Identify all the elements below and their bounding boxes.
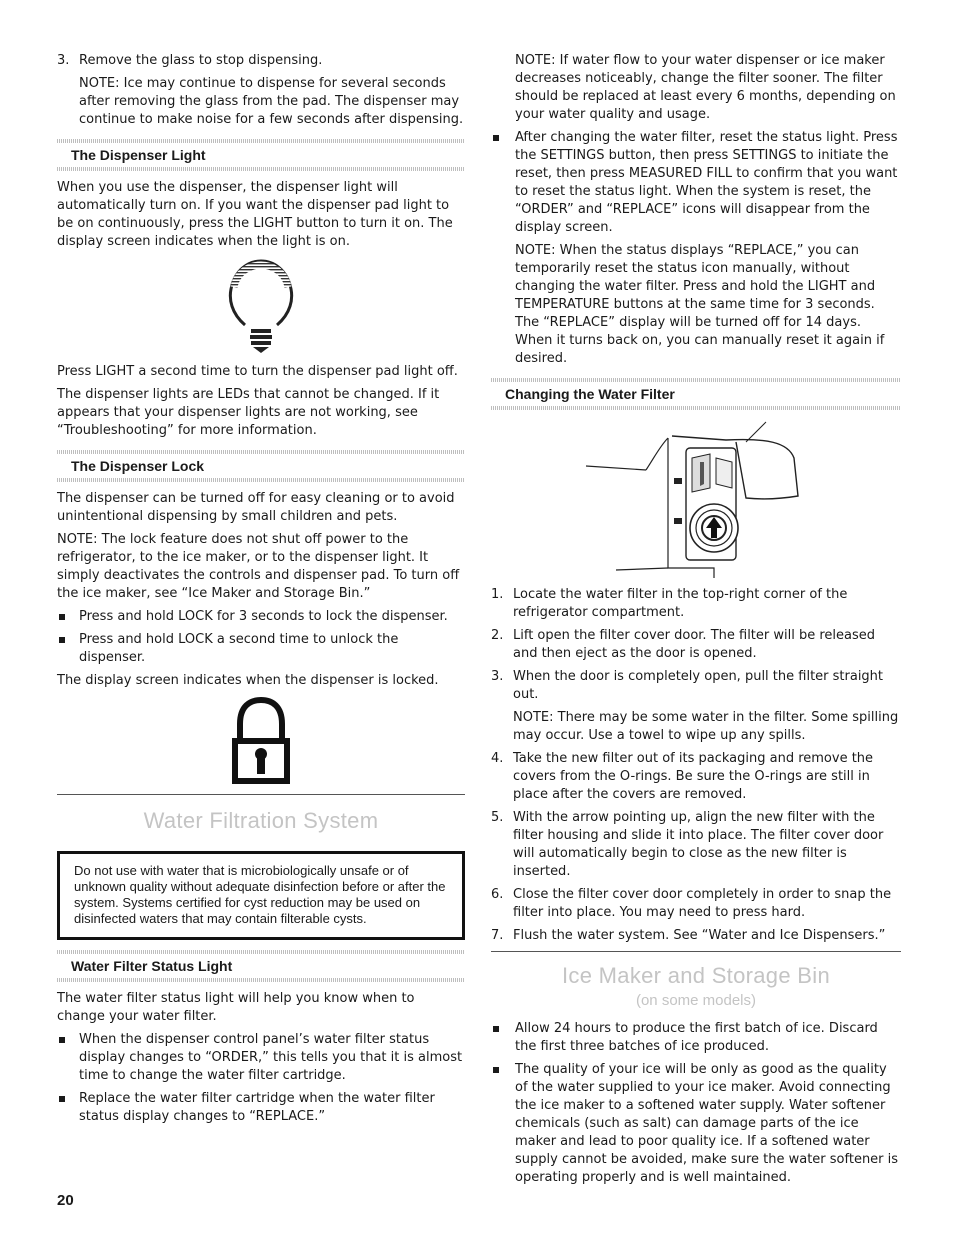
lock-figure [57, 696, 465, 788]
list-item: Replace the water filter cartridge when the water filter status display changes to “REPLACE.” [57, 1090, 465, 1126]
warning-box [57, 851, 465, 940]
ice-maker-subtitle: (on some models) [635, 992, 757, 1009]
filter-figure [491, 418, 901, 580]
dispenser-light-paragraph: The dispenser lights are LEDs that cannot be changed. If it appears that your dispenser lights are not working, see “Troubleshooting” for more information. [57, 387, 440, 438]
dispenser-light-heading: The Dispenser Light [71, 147, 206, 163]
step-number: 4. [491, 751, 504, 766]
step-text: When the door is completely open, pull the filter straight out. [513, 669, 884, 702]
list-item: Press and hold LOCK for 3 seconds to lock the dispenser. [57, 608, 465, 626]
dispenser-lock-paragraph: The display screen indicates when the dispenser is locked. [57, 673, 439, 688]
step-item [491, 886, 901, 922]
list-item: The quality of your ice will be only as good as the quality of the water supplied to your ice maker. Avoid connecting the ice maker to a softened water supply. Water softener chemicals (such as salt) can damage parts of the ice maker and lead to poor quality ice. If a softened water supply cannot be avoided, make sure the water softener is operating properly and is well maintained. [491, 1061, 901, 1187]
divider [57, 794, 465, 795]
divider [57, 450, 465, 454]
step-number: 5. [491, 810, 504, 825]
step-item [491, 927, 901, 945]
step-text: Remove the glass to stop dispensing. [79, 53, 323, 68]
list-item: Allow 24 hours to produce the first batch of ice. Discard the first three batches of ice produced. [491, 1020, 901, 1056]
dispenser-light-paragraph: Press LIGHT a second time to turn the dispenser pad light off. [57, 364, 458, 379]
divider [491, 406, 901, 410]
left-column [57, 52, 465, 1131]
divider [491, 951, 901, 952]
step-number: 3. [491, 669, 504, 684]
step-item [491, 809, 901, 881]
light-bulb-icon [221, 257, 301, 357]
step-text: Close the filter cover door completely in order to snap the filter into place. You may need to press hard. [513, 887, 892, 920]
filter-status-paragraph: The water filter status light will help you know when to change your water filter. [57, 991, 415, 1024]
step-item [491, 750, 901, 804]
water-filter-illustration [576, 418, 816, 580]
list-item: After changing the water filter, reset the status light. Press the SETTINGS button, then press SETTINGS to initiate the reset, then press MEASURED FILL to confirm that you want to reset the status light. When the system is reset, the “ORDER” and “REPLACE” icons will disappear from the display screen. [491, 129, 901, 237]
divider [57, 139, 465, 143]
step-text: With the arrow pointing up, align the new filter with the filter housing and slide it into place. The filter cover door will automatically begin to close as the new filter is inserted. [513, 810, 884, 879]
step-number: 6. [491, 887, 504, 902]
step-3 [57, 52, 465, 129]
step-number: 3. [57, 53, 70, 68]
divider [57, 950, 465, 954]
padlock-icon [226, 696, 296, 788]
changing-filter-heading-block [491, 378, 901, 410]
step-number: 2. [491, 628, 504, 643]
step-item [491, 627, 901, 663]
divider [57, 978, 465, 982]
light-bulb-figure [57, 257, 465, 357]
divider [57, 167, 465, 171]
dispenser-lock-paragraph: The dispenser can be turned off for easy cleaning or to avoid unintentional dispensing by small children and pets. [57, 491, 455, 524]
step-text: Lift open the filter cover door. The filter will be released and then eject as the door is opened. [513, 628, 876, 661]
divider [491, 378, 901, 382]
step-item [491, 668, 901, 745]
step-note: NOTE: Ice may continue to dispense for several seconds after removing the glass from the pad. The dispenser may continue to make noise for a few seconds after dispensing. [79, 76, 464, 127]
list-item: Press and hold LOCK a second time to unlock the dispenser. [57, 631, 465, 667]
step-text: Locate the water filter in the top-right corner of the refrigerator compartment. [513, 587, 848, 620]
ice-maker-title: Ice Maker and Storage Bin [562, 963, 830, 988]
step-item [491, 586, 901, 622]
warning-text: Do not use with water that is microbiologically unsafe or of unknown quality without adequate disinfection before or after the system. Systems certified for cyst reduction may be used on disinfected waters that may contain filterable cysts. [74, 863, 446, 926]
step-text: Flush the water system. See “Water and Ice Dispensers.” [513, 928, 886, 943]
right-column [491, 52, 901, 1192]
dispenser-light-paragraph: When you use the dispenser, the dispenser light will automatically turn on. If you want the dispenser pad light to be on continuously, press the LIGHT button to turn it on. The display screen indicates when the light is on. [57, 180, 453, 249]
step-note: NOTE: There may be some water in the filter. Some spilling may occur. Use a towel to wipe up any spills. [513, 710, 899, 743]
dispenser-lock-note: NOTE: The lock feature does not shut off power to the refrigerator, to the ice maker, or to the dispenser light. It simply deactivates the controls and dispenser pad. To turn off the ice maker, see “Ice Maker and Storage Bin.” [57, 532, 460, 601]
changing-filter-heading: Changing the Water Filter [505, 386, 675, 402]
step-number: 1. [491, 587, 504, 602]
page-number: 20 [57, 1192, 74, 1209]
dispenser-lock-heading: The Dispenser Lock [71, 458, 205, 474]
water-filtration-title: Water Filtration System [143, 808, 379, 833]
filter-note: NOTE: If water flow to your water dispenser or ice maker decreases noticeably, change the filter sooner. The filter should be replaced at least every 6 months, depending on your water quality and usage. [515, 53, 896, 122]
filter-note: NOTE: When the status displays “REPLACE,” you can temporarily reset the status icon manually, without changing the water filter. Press and hold the LIGHT and TEMPERATURE buttons at the same time for 3 seconds. The “REPLACE” display will be turned off for 14 days. When it turns back on, you can manually reset it again if desired. [515, 243, 885, 366]
step-text: Take the new filter out of its packaging and remove the covers from the O-rings. Be sure the O-rings are still in place after the covers are removed. [513, 751, 874, 802]
step-number: 7. [491, 928, 504, 943]
dispenser-lock-heading-block [57, 450, 465, 482]
dispenser-light-heading-block [57, 139, 465, 171]
list-item: When the dispenser control panel’s water filter status display changes to “ORDER,” this tells you that it is almost time to change the water filter cartridge. [57, 1031, 465, 1085]
filter-status-heading: Water Filter Status Light [71, 958, 233, 974]
filter-status-heading-block [57, 950, 465, 982]
divider [57, 478, 465, 482]
